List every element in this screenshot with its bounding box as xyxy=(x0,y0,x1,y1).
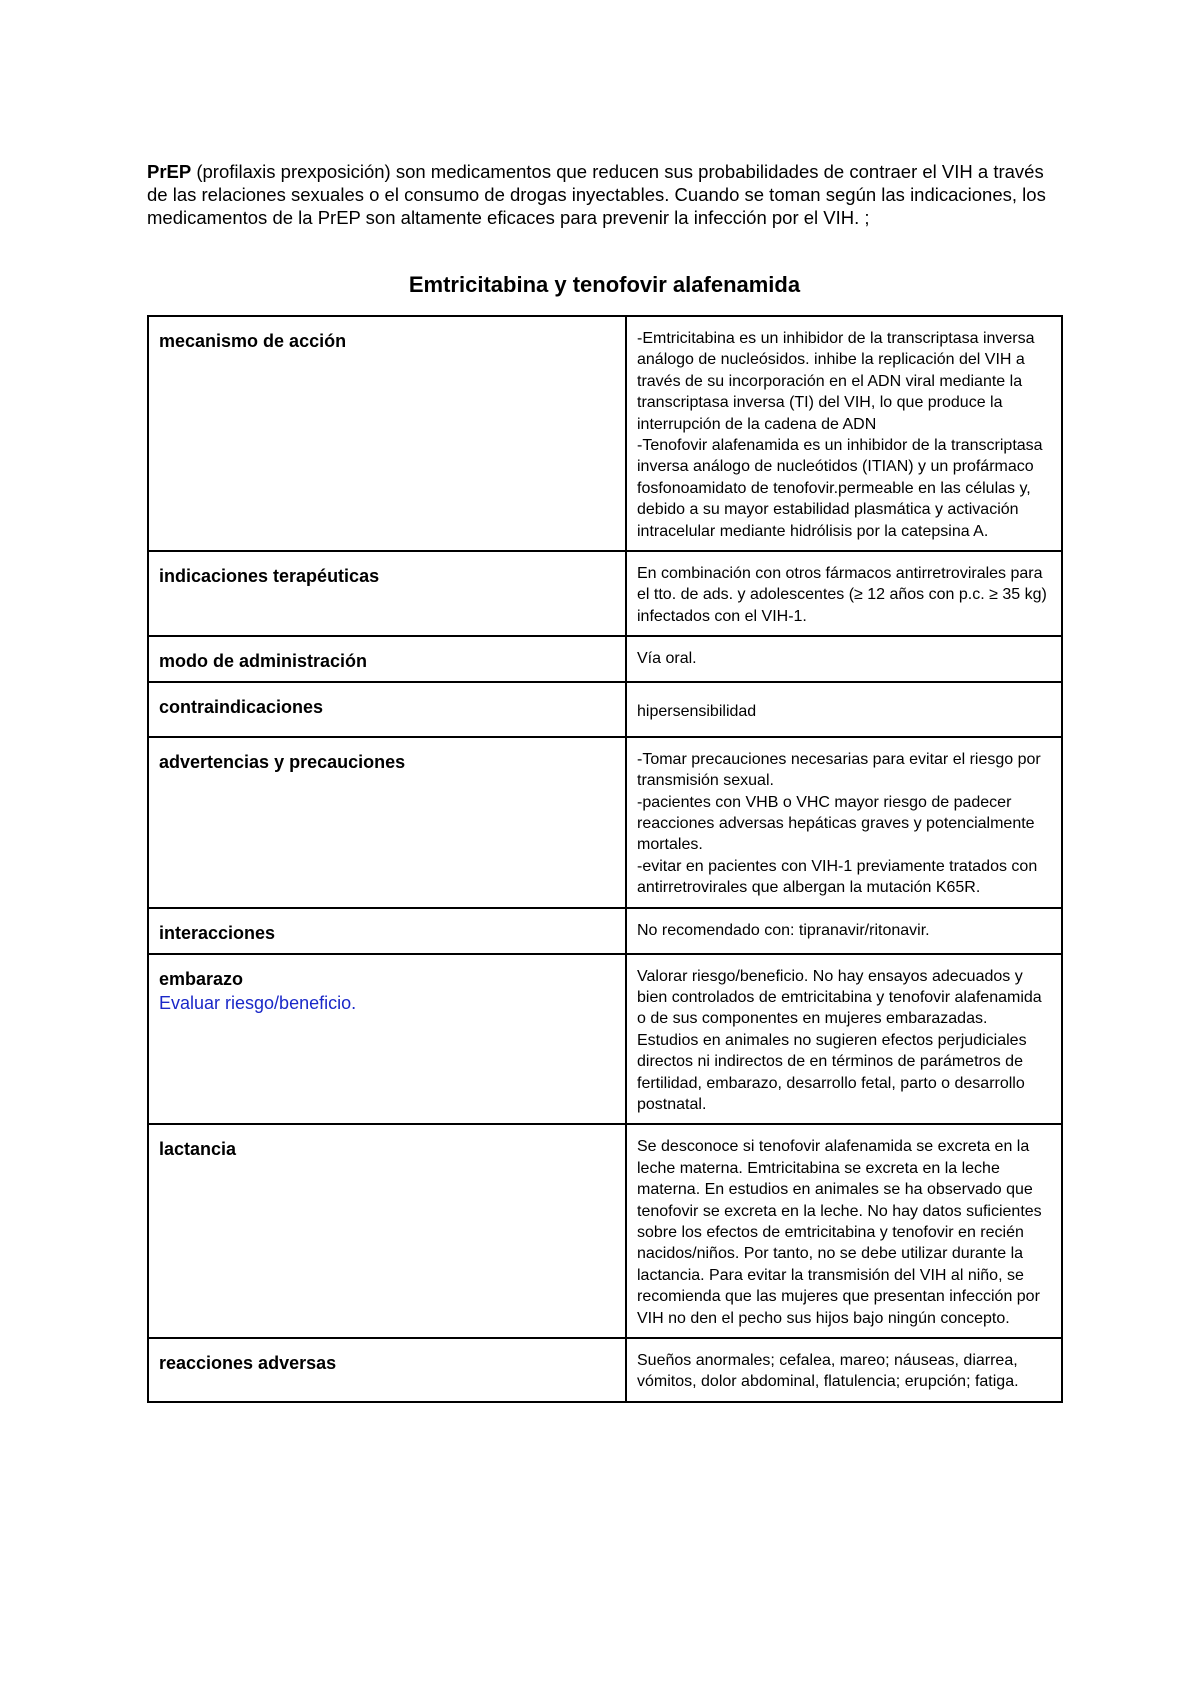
row-value-line: Sueños anormales; cefalea, mareo; náuseas, diarrea, vómitos, dolor abdominal, flatulencia; erupción; fatiga. xyxy=(637,1352,1019,1391)
table-row xyxy=(148,908,1062,954)
row-label-cell xyxy=(148,908,626,954)
table-row xyxy=(148,737,1062,908)
row-label-cell xyxy=(148,682,626,736)
row-value-line: -pacientes con VHB o VHC mayor riesgo de padecer reacciones adversas hepáticas graves y potencialmente mortales. xyxy=(637,793,1035,854)
row-note: Evaluar riesgo/beneficio. xyxy=(159,992,357,1013)
row-value-line: No recomendado con: tipranavir/ritonavir. xyxy=(637,921,930,939)
row-label-cell xyxy=(148,316,626,551)
row-label: reacciones adversas xyxy=(159,1353,337,1374)
row-value-line: -Emtricitabina es un inhibidor de la transcriptasa inversa análogo de nucleósidos. inhibe la replicación del VIH a través de su incorporación en el ADN viral mediante la transcriptasa inversa (TI) del VIH, lo que produce la interrupción de la cadena de ADN xyxy=(637,330,1035,433)
row-value-line: hipersensibilidad xyxy=(637,703,757,721)
row-label: advertencias y precauciones xyxy=(159,751,406,772)
row-value-cell xyxy=(626,1338,1062,1402)
row-value-cell xyxy=(626,551,1062,636)
row-value-line: -evitar en pacientes con VIH-1 previamente tratados con antirretrovirales que albergan la mutación K65R. xyxy=(637,857,1038,897)
intro-paragraph xyxy=(147,160,1062,229)
table-row xyxy=(148,551,1062,636)
table-row xyxy=(148,636,1062,682)
row-value-cell xyxy=(626,1124,1062,1338)
intro-text: (profilaxis prexposición) son medicamentos que reducen sus probabilidades de contraer el VIH a través de las relaciones sexuales o el consumo de drogas inyectables. Cuando se toman según las indicaciones, los medicamentos de la PrEP son altamente eficaces para prevenir la infección por el VIH. ; xyxy=(147,161,1046,228)
drug-title: Emtricitabina y tenofovir alafenamida xyxy=(408,272,801,297)
table-row xyxy=(148,682,1062,736)
row-value-line: -Tenofovir alafenamida es un inhibidor de la transcriptasa inversa análogo de nucleótidos (ITIAN) y un profármaco fosfonoamidato de tenofovir.permeable en las células y, debido a su mayor estabilidad plasmática y activación intracelular mediante hidrólisis por la catepsina A. xyxy=(637,437,1043,540)
row-label: contraindicaciones xyxy=(159,697,324,718)
row-value-cell xyxy=(626,954,1062,1125)
row-label: interacciones xyxy=(159,922,276,943)
row-value-line: Se desconoce si tenofovir alafenamida se excreta en la leche materna. Emtricitabina se excreta en la leche materna. En estudios en animales se ha observado que tenofovir se excreta en la leche. No hay datos suficientes sobre los efectos de emtricitabina y tenofovir en recién nacidos/niños. Por tanto, no se debe utilizar durante la lactancia. Para evitar la transmisión del VIH al niño, se recomienda que las mujeres que presentan infección por VIH no den el pecho sus hijos bajo ningún concepto. xyxy=(637,1138,1042,1327)
table-row xyxy=(148,316,1062,551)
intro-term: PrEP xyxy=(147,161,192,182)
row-value-line: Vía oral. xyxy=(637,650,697,668)
row-value-cell xyxy=(626,316,1062,551)
row-value-line: En combinación con otros fármacos antirretrovirales para el tto. de ads. y adolescentes (≥ 12 años con p.c. ≥ 35 kg) infectados con el VIH-1. xyxy=(637,565,1047,625)
row-value-cell xyxy=(626,908,1062,954)
table-row xyxy=(148,954,1062,1125)
row-value-cell xyxy=(626,737,1062,908)
table-row xyxy=(148,1124,1062,1338)
row-value-cell xyxy=(626,636,1062,682)
row-label-cell xyxy=(148,954,626,1125)
row-label: mecanismo de acción xyxy=(159,331,347,351)
row-label-cell xyxy=(148,737,626,908)
row-label: lactancia xyxy=(159,1139,237,1160)
row-value-cell xyxy=(626,682,1062,736)
row-label: indicaciones terapéuticas xyxy=(159,566,380,587)
row-label-cell xyxy=(148,1338,626,1402)
row-label-cell xyxy=(148,551,626,636)
row-value-line: -Tomar precauciones necesarias para evitar el riesgo por transmisión sexual. xyxy=(637,750,1041,790)
row-label: embarazo xyxy=(159,968,244,989)
row-label: modo de administración xyxy=(159,651,368,672)
table-row xyxy=(148,1338,1062,1402)
row-value-line: Valorar riesgo/beneficio. No hay ensayos adecuados y bien controlados de emtricitabina y tenofovir alafenamida o de sus componentes en mujeres embarazadas. Estudios en animales no sugieren efectos perjudiciales directos ni indirectos de en términos de parámetros de fertilidad, embarazo, desarrollo fetal, parto o desarrollo postnatal. xyxy=(637,967,1042,1113)
row-label-cell xyxy=(148,1124,626,1338)
drug-info-table xyxy=(147,315,1063,1403)
row-label-cell xyxy=(148,636,626,682)
